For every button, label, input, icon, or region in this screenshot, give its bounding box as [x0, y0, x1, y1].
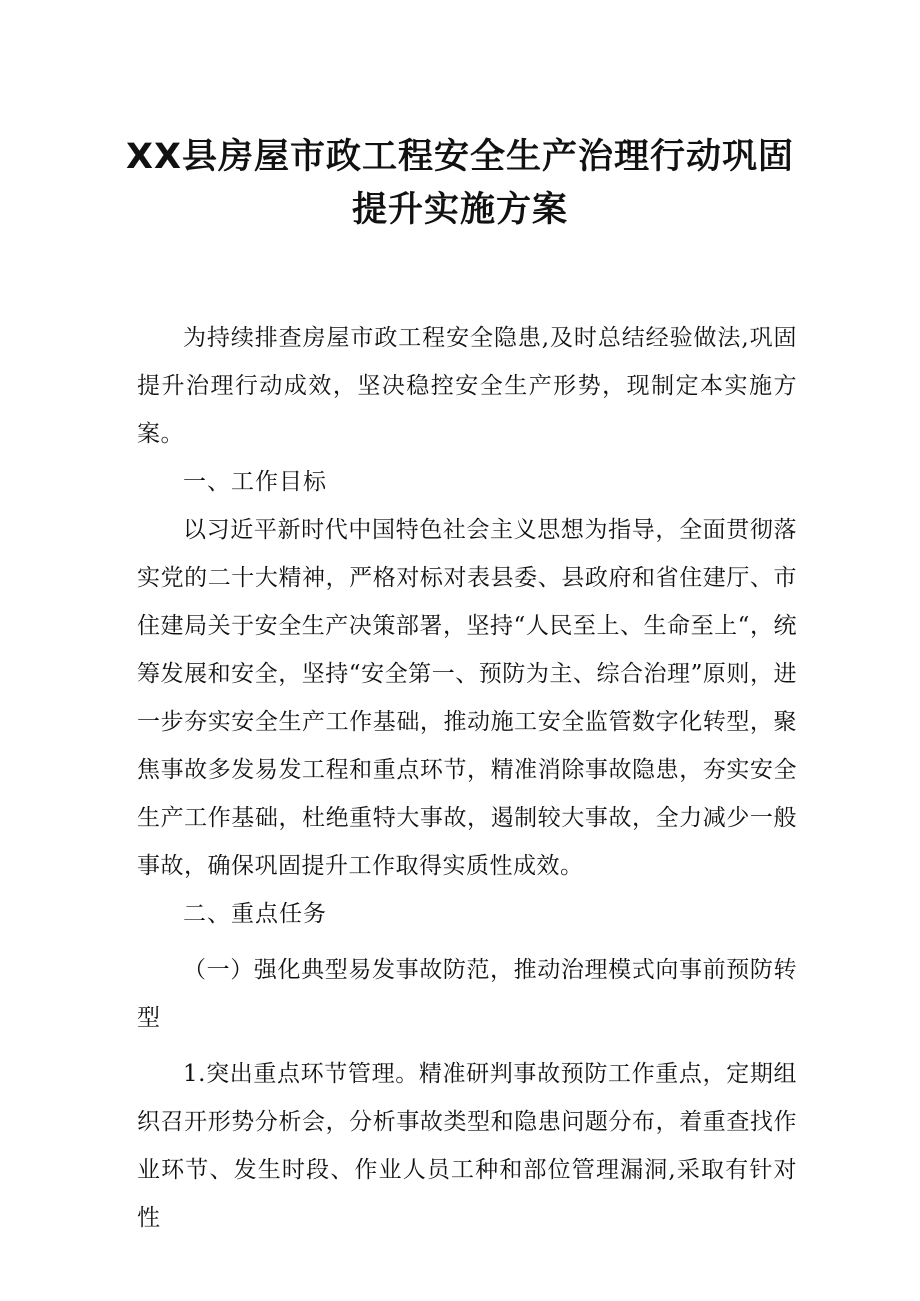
section-2-heading: 二、重点任务	[183, 901, 327, 927]
subsection-1-heading: （一）强化典型易发事故防范，推动治理模式向事前预防转型	[137, 957, 797, 1031]
item-1-paragraph: 1.突出重点环节管理。精准研判事故预防工作重点，定期组织召开形势分析会，分析事故类型和隐患问题分布，着重查找作业环节、发生时段、作业人员工种和部位管理漏洞,采取有针对性	[137, 1061, 797, 1231]
document-title-line-1: XX县房屋市政工程安全生产治理行动巩固	[126, 137, 794, 177]
section-1-paragraph: 以习近平新时代中国特色社会主义思想为指导，全面贯彻落实党的二十大精神，严格对标对表县委、县政府和省住建厅、市住建局关于安全生产决策部署，坚持“人民至上、生命至上“，统筹发展和安全，坚持“安全第一、预防为主、综合治理”原则，进一步夯实安全生产工作基础，推动施工安全监管数字化转型，聚焦事故多发易发工程和重点环节，精准消除事故隐患，夯实安全生产工作基础，杜绝重特大事故，遏制较大事故，全力减少一般事故，确保巩固提升工作取得实质性成效。	[137, 517, 797, 879]
document-title-line-2: 提升实施方案	[351, 190, 568, 230]
intro-paragraph: 为持续排查房屋市政工程安全隐患,及时总结经验做法,巩固提升治理行动成效，坚决稳控安全生产形势，现制定本实施方案。	[137, 325, 797, 447]
document-body	[137, 314, 797, 1242]
section-1-heading: 一、工作目标	[183, 469, 327, 495]
